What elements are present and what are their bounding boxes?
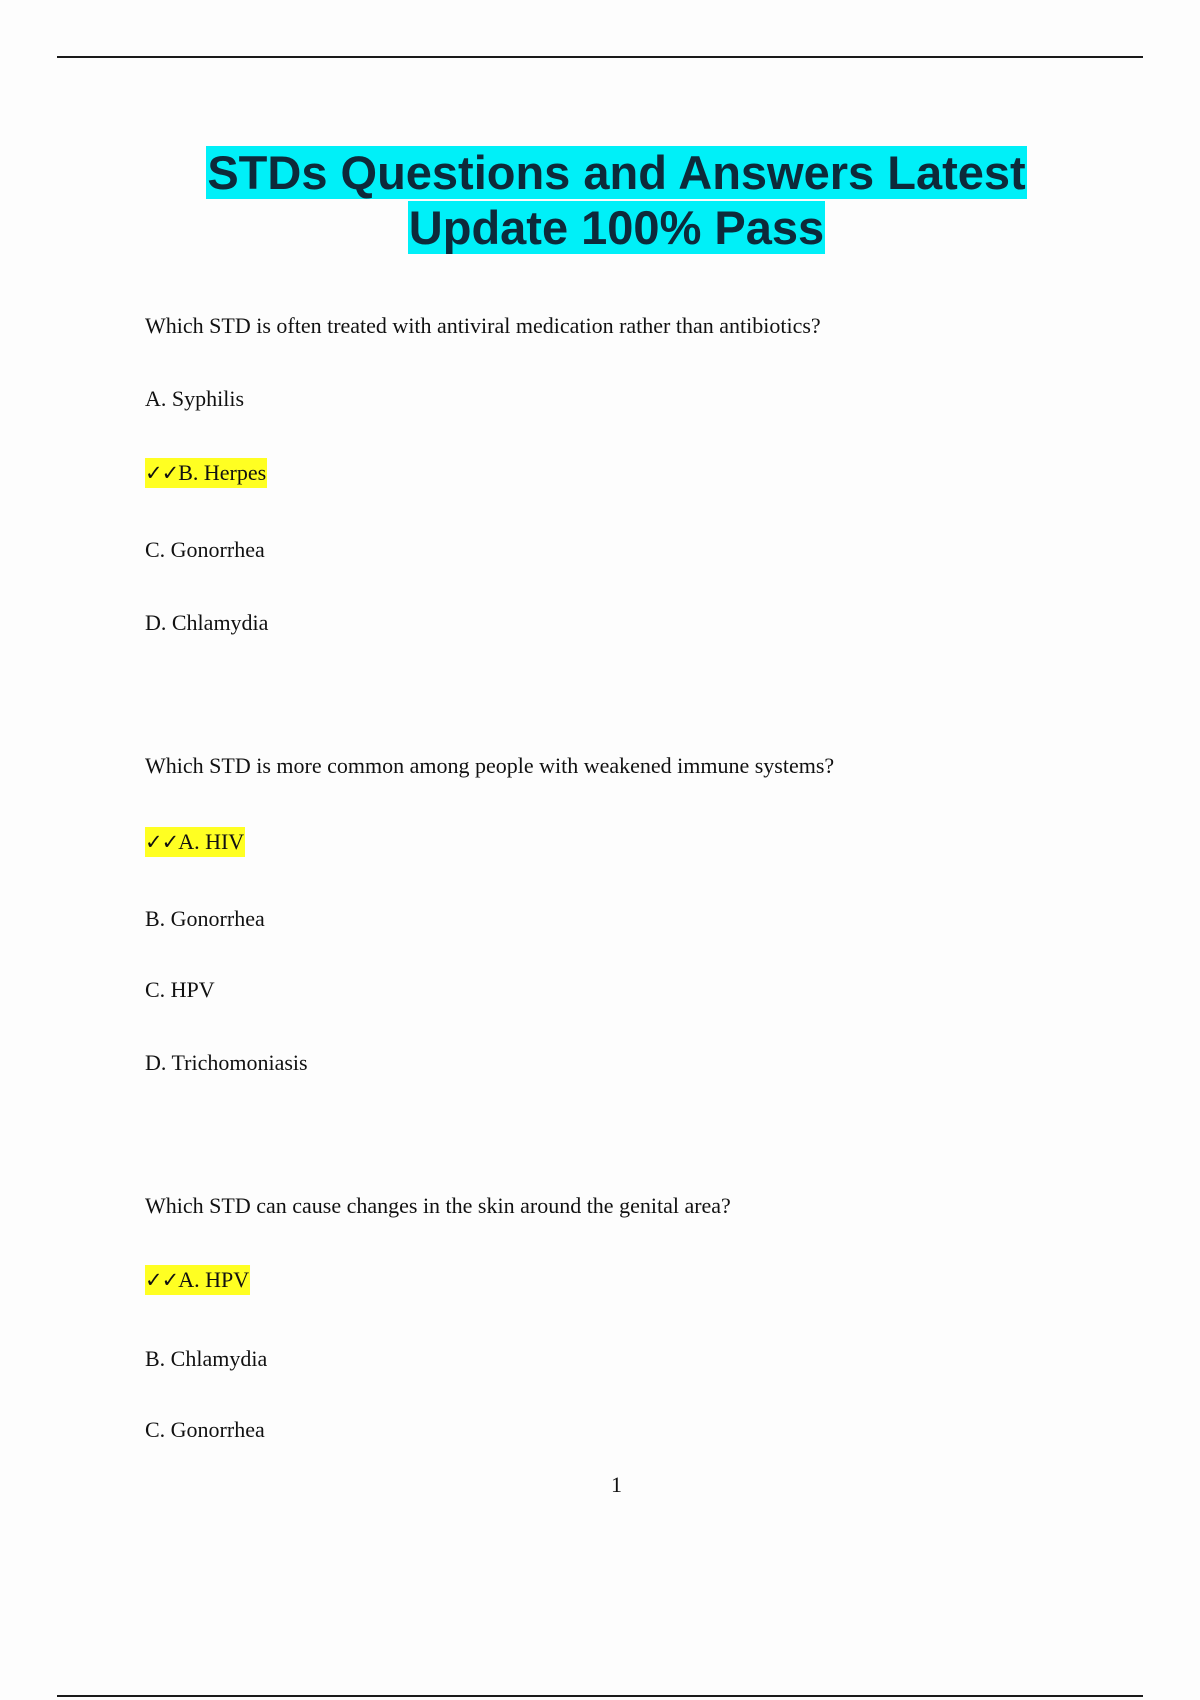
q1-option-d: D. Chlamydia xyxy=(145,610,269,635)
q1-option-a: A. Syphilis xyxy=(145,386,245,411)
header-rule xyxy=(57,56,1143,58)
double-check-icon: ✓✓ xyxy=(145,1268,179,1292)
question-2-text: Which STD is more common among people with weakened immune systems? xyxy=(145,753,835,778)
title-line-1: STDs Questions and Answers Latest xyxy=(207,146,1026,199)
q2-option-a-label: A. HIV xyxy=(178,829,245,854)
q2-option-b: B. Gonorrhea xyxy=(145,906,265,931)
q1-option-b-label: B. Herpes xyxy=(178,460,267,485)
q3-option-c: C. Gonorrhea xyxy=(145,1417,265,1442)
page-number: 1 xyxy=(611,1472,622,1497)
q3-option-a-label: A. HPV xyxy=(178,1267,250,1292)
correct-answer-highlight xyxy=(145,458,267,488)
q2-option-c: C. HPV xyxy=(145,977,215,1002)
footer-rule xyxy=(57,1695,1143,1697)
correct-answer-highlight xyxy=(145,827,245,857)
double-check-icon: ✓✓ xyxy=(145,830,179,854)
q1-option-b-correct xyxy=(145,459,267,487)
correct-answer-highlight xyxy=(145,1265,250,1295)
q3-option-b: B. Chlamydia xyxy=(145,1346,268,1371)
q2-option-d: D. Trichomoniasis xyxy=(145,1050,308,1075)
double-check-icon: ✓✓ xyxy=(145,461,179,485)
question-3-text: Which STD can cause changes in the skin around the genital area? xyxy=(145,1193,731,1218)
q3-option-a-correct xyxy=(145,1266,250,1294)
q1-option-c: C. Gonorrhea xyxy=(145,537,265,562)
document-title xyxy=(100,145,1133,255)
q2-option-a-correct xyxy=(145,828,245,856)
title-line-2: Update 100% Pass xyxy=(408,201,825,254)
question-1-text: Which STD is often treated with antiviral medication rather than antibiotics? xyxy=(145,313,821,338)
